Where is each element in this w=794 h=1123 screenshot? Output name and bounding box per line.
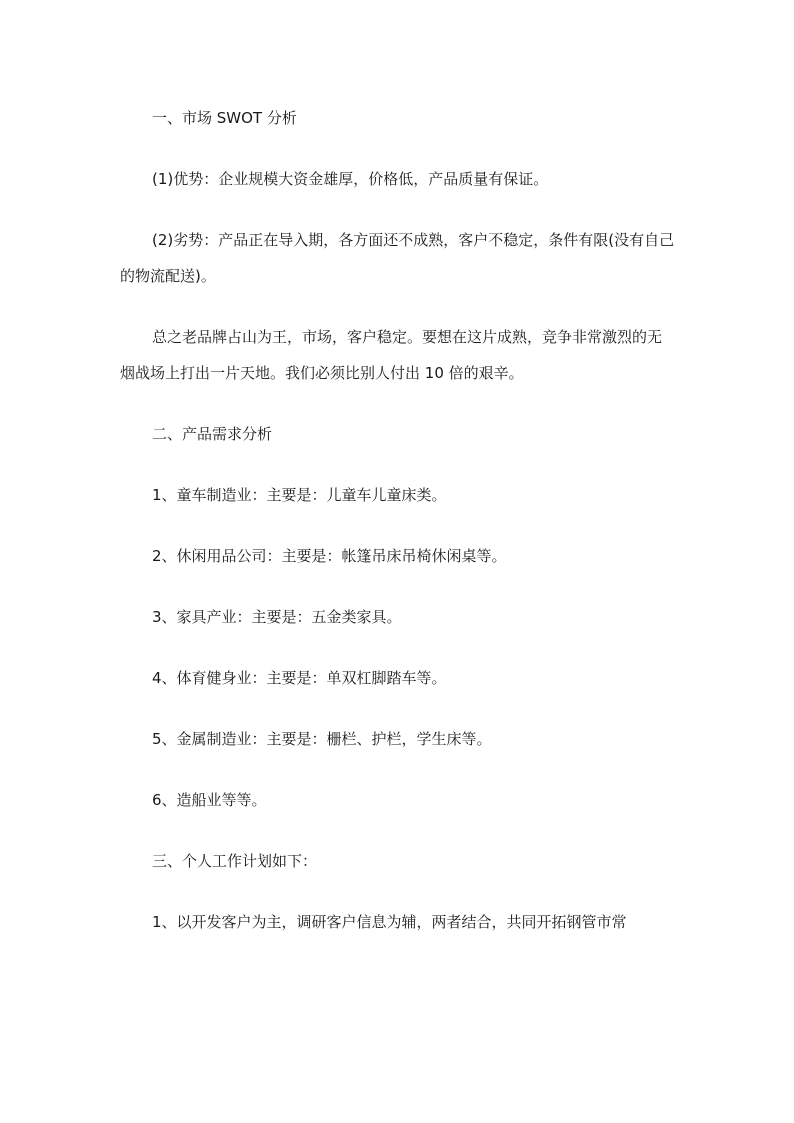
list-item-fitness: 4、体育健身业：主要是：单双杠脚踏车等。: [152, 669, 447, 687]
list-item-furniture: 3、家具产业：主要是：五金类家具。: [152, 608, 402, 626]
heading-swot: 一、市场 SWOT 分析: [152, 109, 297, 127]
document-body: [120, 100, 676, 965]
heading-demand-analysis: 二、产品需求分析: [152, 425, 273, 443]
list-item-leisure: 2、休闲用品公司：主要是：帐篷吊床吊椅休闲桌等。: [152, 547, 507, 565]
heading-work-plan: 三、个人工作计划如下：: [152, 852, 318, 870]
list-item-metal: 5、金属制造业：主要是：栅栏、护栏，学生床等。: [152, 730, 492, 748]
paragraph-weaknesses: (2)劣势：产品正在导入期，各方面还不成熟，客户不稳定，条件有限(没有自己的物流配送)。: [120, 231, 675, 285]
list-item-shipbuilding: 6、造船业等等。: [152, 791, 267, 809]
list-item-stroller: 1、童车制造业：主要是：儿童车儿童床类。: [152, 486, 447, 504]
paragraph-strengths: (1)优势：企业规模大资金雄厚，价格低，产品质量有保证。: [152, 170, 549, 188]
paragraph-summary: 总之老品牌占山为王，市场，客户稳定。要想在这片成熟，竞争非常激烈的无烟战场上打出一片天地。我们必须比别人付出 10 倍的艰辛。: [120, 328, 663, 382]
list-item-plan-1: 1、以开发客户为主，调研客户信息为辅，两者结合，共同开拓钢管市常: [152, 913, 627, 931]
